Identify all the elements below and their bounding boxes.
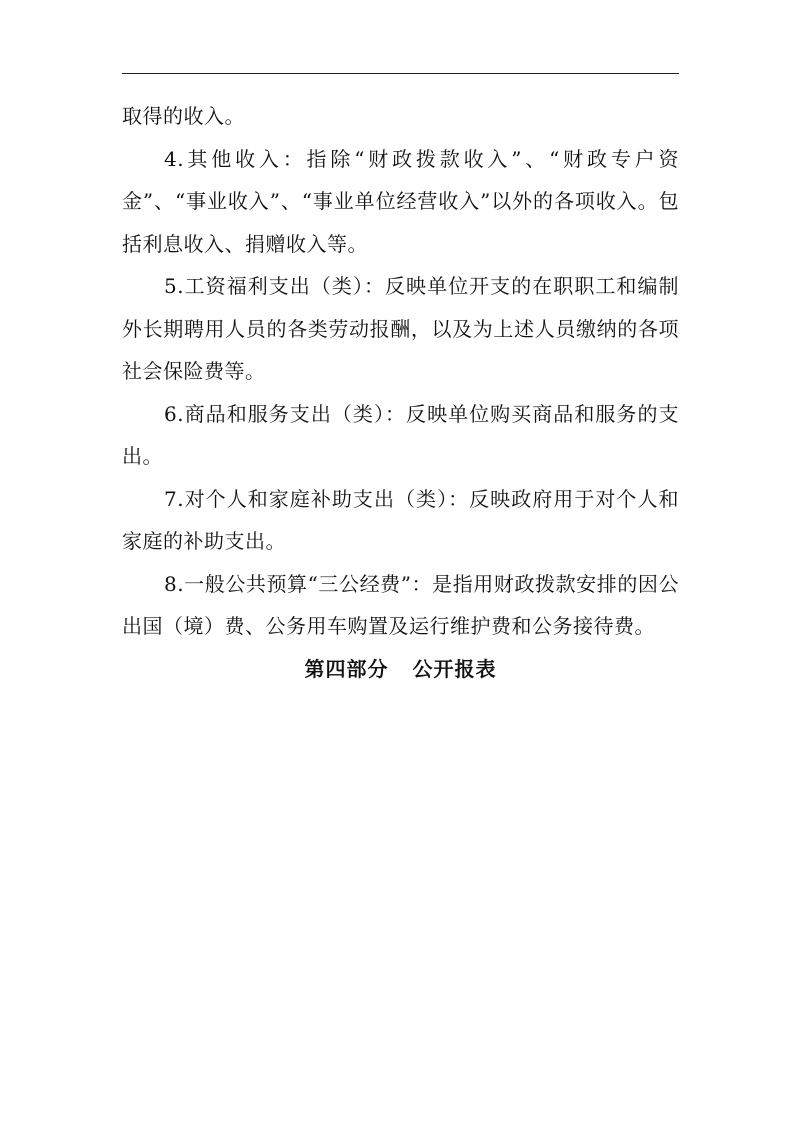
paragraph-other-income: 4.其他收入：指除“财政拨款收入”、“财政专户资金”、“事业收入”、“事业单位经营收入”以外的各项收入。包括利息收入、捐赠收入等。 xyxy=(122,146,679,256)
section-title-name: 公开报表 xyxy=(412,656,497,681)
paragraph-household-subsidy: 7.对个人和家庭补助支出（类）：反映政府用于对个人和家庭的补助支出。 xyxy=(122,486,679,553)
paragraph-three-public-expenses: 8.一般公共预算“三公经费”：是指用财政拨款安排的因公出国（境）费、公务用车购置及运行维护费和公务接待费。 xyxy=(122,571,679,638)
header-rule xyxy=(122,73,679,74)
document-body xyxy=(122,95,679,690)
paragraph-goods-services: 6.商品和服务支出（类）：反映单位购买商品和服务的支出。 xyxy=(122,401,679,468)
section-title xyxy=(122,648,679,691)
section-title-part: 第四部分 xyxy=(304,656,389,681)
paragraph-continuation: 取得的收入。 xyxy=(122,104,245,128)
paragraph-wage-welfare: 5.工资福利支出（类）：反映单位开支的在职职工和编制外长期聘用人员的各类劳动报酬，以及为上述人员缴纳的各项社会保险费等。 xyxy=(122,274,679,383)
